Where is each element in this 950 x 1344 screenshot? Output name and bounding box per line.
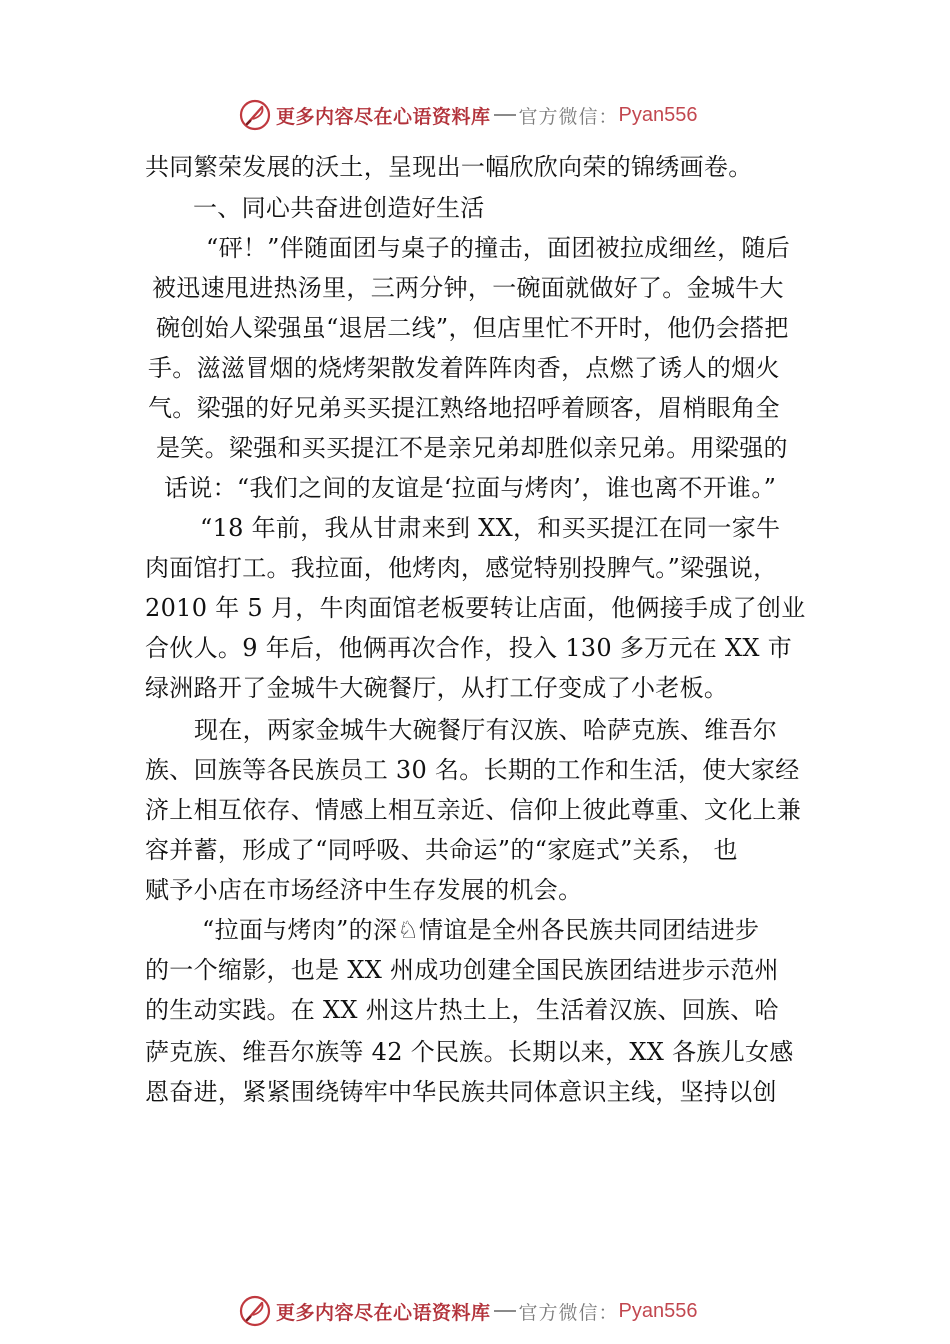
text-line: 肉面馆打工。我拉面，他烤肉，感觉特别投脾气。”梁强说， <box>145 554 778 582</box>
quill-logo-icon <box>238 1294 272 1328</box>
banner-title: 更多内容尽在心语资料库 <box>276 1301 491 1324</box>
text-line: 的一个缩影，也是 XX 州成功创建全国民族团结进步示范州 <box>145 956 779 984</box>
quill-logo-icon <box>238 98 272 132</box>
text-line: 是笑。梁强和买买提江不是亲兄弟却胜似亲兄弟。用梁强的 <box>156 434 788 462</box>
header-banner <box>238 95 758 135</box>
text-line: 族、回族等各民族员工 30 名。长期的工作和生活，使大家经 <box>145 756 800 784</box>
text-line: 萨克族、维吾尔族等 42 个民族。长期以来，XX 各族儿女感 <box>145 1038 794 1066</box>
text-line: 话说：“我们之间的友谊是‘拉面与烤肉’，谁也离不开谁。” <box>164 474 777 502</box>
banner-subtitle: 官方微信： <box>518 105 619 128</box>
section-heading: 一、同心共奋进创造好生活 <box>193 194 485 222</box>
text-line: 恩奋进，紧紧围绕铸牢中华民族共同体意识主线，坚持以创 <box>145 1078 777 1106</box>
banner-dash <box>494 1310 516 1312</box>
text-line: 合伙人。9 年后，他俩再次合作，投入 130 多万元在 XX 市 <box>145 634 792 662</box>
text-line: 手。滋滋冒烟的烧烤架散发着阵阵肉香，点燃了诱人的烟火 <box>148 354 780 382</box>
banner-subtitle: 官方微信： <box>518 1301 619 1324</box>
text-line: 济上相互依存、情感上相互亲近、信仰上彼此尊重、文化上兼 <box>145 796 802 824</box>
text-line: 共同繁荣发展的沃土，呈现出一幅欣欣向荣的锦绣画卷。 <box>145 153 753 181</box>
footer-banner <box>238 1291 758 1331</box>
text-line: 的生动实践。在 XX 州这片热土上，生活着汉族、回族、哈 <box>145 996 779 1024</box>
banner-account: Pyan556 <box>618 103 698 126</box>
text-line: “拉面与烤肉”的深♘情谊是全州各民族共同团结进步 <box>202 916 760 944</box>
text-line: 碗创始人梁强虽“退居二线”，但店里忙不开时，他仍会搭把 <box>156 314 789 342</box>
text-line: 现在，两家金城牛大碗餐厅有汉族、哈萨克族、维吾尔 <box>194 716 778 744</box>
text-line: 容并蓄，形成了“同呼吸、共命运”的“家庭式”关系， 也 <box>145 836 738 864</box>
text-line: 赋予小店在市场经济中生存发展的机会。 <box>145 876 583 904</box>
text-line: “18 年前，我从甘肃来到 XX，和买买提江在同一家牛 <box>200 514 781 542</box>
text-line: 气。梁强的好兄弟买买提江熟络地招呼着顾客，眉梢眼角全 <box>148 394 780 422</box>
text-line: 绿洲路开了金城牛大碗餐厅，从打工仔变成了小老板。 <box>145 674 729 702</box>
banner-account: Pyan556 <box>618 1299 698 1322</box>
text-line: “砰！”伴随面团与桌子的撞击，面团被拉成细丝，随后 <box>206 234 791 262</box>
banner-title: 更多内容尽在心语资料库 <box>276 105 491 128</box>
text-line: 被迅速甩进热汤里，三两分钟，一碗面就做好了。金城牛大 <box>152 274 784 302</box>
banner-dash <box>494 114 516 116</box>
text-line: 2010 年 5 月，牛肉面馆老板要转让店面，他俩接手成了创业 <box>145 594 806 622</box>
